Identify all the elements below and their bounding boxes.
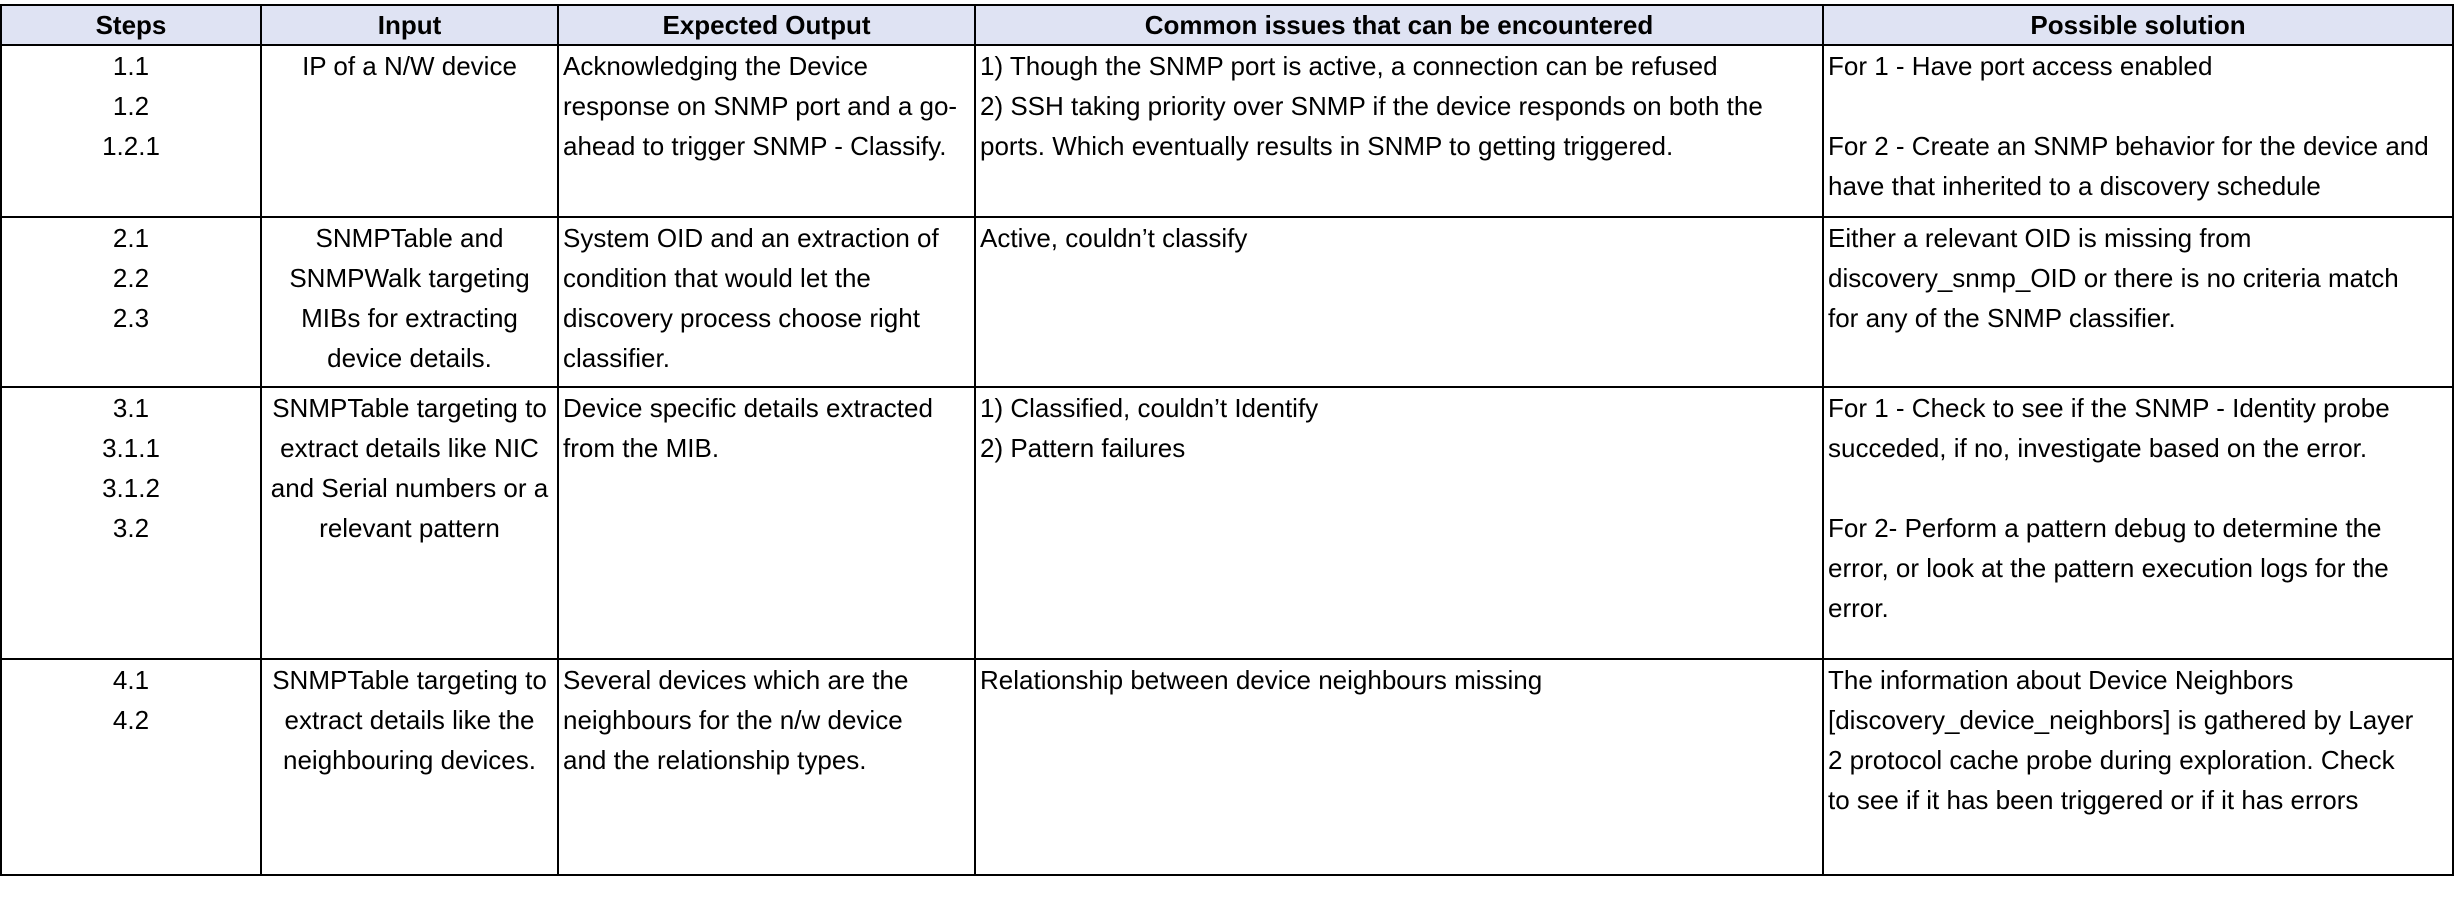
expected-line: discovery process choose right: [563, 303, 920, 333]
troubleshooting-table: [0, 4, 2454, 876]
solution-line: [discovery_device_neighbors] is gathered by Layer: [1828, 705, 2414, 735]
input-line: MIBs for extracting: [301, 303, 518, 333]
step-number: 1.2.1: [102, 131, 160, 161]
cell-steps[interactable]: [1, 387, 261, 659]
cell-expected-output[interactable]: [558, 659, 975, 875]
expected-line: from the MIB.: [563, 433, 720, 463]
input-line: and Serial numbers or a: [270, 473, 549, 503]
solution-line: to see if it has been triggered or if it has errors: [1828, 785, 2359, 815]
cell-input[interactable]: [261, 387, 558, 659]
step-number: 1.2: [112, 91, 150, 121]
cell-input[interactable]: [261, 45, 558, 217]
solution-line: succeded, if no, investigate based on the error.: [1828, 433, 2368, 463]
expected-line: classifier.: [563, 343, 670, 373]
issue-line: 1) Classified, couldn’t Identify: [980, 393, 1319, 423]
cell-steps[interactable]: [1, 659, 261, 875]
cell-expected-output[interactable]: [558, 45, 975, 217]
table-row: [1, 659, 2453, 875]
solution-line: For 1 - Have port access enabled: [1828, 51, 2213, 81]
header-common-issues[interactable]: Common issues that can be encountered: [975, 5, 1823, 45]
solution-line: for any of the SNMP classifier.: [1828, 303, 2176, 333]
issue-line: 1) Though the SNMP port is active, a connection can be refused: [980, 51, 1718, 81]
cell-common-issues[interactable]: [975, 659, 1823, 875]
expected-line: Acknowledging the Device: [563, 51, 868, 81]
header-expected-output[interactable]: Expected Output: [558, 5, 975, 45]
header-row: [1, 5, 2453, 45]
table-row: [1, 45, 2453, 217]
header-possible-solution[interactable]: Possible solution: [1823, 5, 2453, 45]
solution-line: have that inherited to a discovery schedule: [1828, 171, 2321, 201]
blank-line: [1828, 86, 2448, 126]
input-line: SNMPTable and: [315, 223, 504, 253]
step-number: 1.1: [112, 51, 150, 81]
step-number: 3.1.1: [102, 433, 160, 463]
expected-line: response on SNMP port and a go-: [563, 91, 958, 121]
issue-line: 2) Pattern failures: [980, 433, 1186, 463]
cell-common-issues[interactable]: [975, 217, 1823, 387]
solution-line: For 2 - Create an SNMP behavior for the device and: [1828, 131, 2429, 161]
issue-line: ports. Which eventually results in SNMP to getting triggered.: [980, 131, 1674, 161]
cell-input[interactable]: [261, 659, 558, 875]
cell-possible-solution[interactable]: [1823, 659, 2453, 875]
cell-possible-solution[interactable]: [1823, 387, 2453, 659]
solution-line: error.: [1828, 593, 1889, 623]
step-number: 3.2: [112, 513, 150, 543]
step-number: 2.2: [112, 263, 150, 293]
input-line: device details.: [327, 343, 492, 373]
issue-line: 2) SSH taking priority over SNMP if the device responds on both the: [980, 91, 1763, 121]
cell-common-issues[interactable]: [975, 45, 1823, 217]
input-line: relevant pattern: [319, 513, 500, 543]
solution-line: discovery_snmp_OID or there is no criteria match: [1828, 263, 2399, 293]
header-steps[interactable]: Steps: [1, 5, 261, 45]
solution-line: For 1 - Check to see if the SNMP - Identity probe: [1828, 393, 2390, 423]
step-number: 2.1: [112, 223, 150, 253]
expected-line: Device specific details extracted: [563, 393, 933, 423]
step-number: 3.1.2: [102, 473, 160, 503]
expected-line: System OID and an extraction of: [563, 223, 939, 253]
table-row: [1, 387, 2453, 659]
cell-steps[interactable]: [1, 217, 261, 387]
step-number: 3.1: [112, 393, 150, 423]
expected-line: neighbours for the n/w device: [563, 705, 903, 735]
input-line: SNMPTable targeting to: [272, 665, 547, 695]
cell-common-issues[interactable]: [975, 387, 1823, 659]
expected-line: condition that would let the: [563, 263, 871, 293]
cell-steps[interactable]: [1, 45, 261, 217]
cell-expected-output[interactable]: [558, 217, 975, 387]
solution-line: 2 protocol cache probe during exploration. Check: [1828, 745, 2395, 775]
step-number: 4.1: [112, 665, 150, 695]
expected-line: and the relationship types.: [563, 745, 867, 775]
input-line: extract details like NIC: [280, 433, 539, 463]
input-line: SNMPTable targeting to: [272, 393, 547, 423]
table-row: [1, 217, 2453, 387]
step-number: 4.2: [112, 705, 150, 735]
expected-line: Several devices which are the: [563, 665, 909, 695]
solution-line: error, or look at the pattern execution logs for the: [1828, 553, 2389, 583]
input-line: neighbouring devices.: [283, 745, 536, 775]
solution-line: For 2- Perform a pattern debug to determine the: [1828, 513, 2382, 543]
header-input[interactable]: Input: [261, 5, 558, 45]
step-number: 2.3: [112, 303, 150, 333]
cell-input[interactable]: [261, 217, 558, 387]
issue-line: Relationship between device neighbours missing: [980, 665, 1543, 695]
input-line: SNMPWalk targeting: [289, 263, 530, 293]
cell-possible-solution[interactable]: [1823, 45, 2453, 217]
input-line: IP of a N/W device: [302, 51, 517, 81]
blank-line: [1828, 468, 2448, 508]
cell-possible-solution[interactable]: [1823, 217, 2453, 387]
cell-expected-output[interactable]: [558, 387, 975, 659]
issue-line: Active, couldn’t classify: [980, 223, 1248, 253]
expected-line: ahead to trigger SNMP - Classify.: [563, 131, 947, 161]
input-line: extract details like the: [284, 705, 535, 735]
solution-line: Either a relevant OID is missing from: [1828, 223, 2252, 253]
solution-line: The information about Device Neighbors: [1828, 665, 2294, 695]
